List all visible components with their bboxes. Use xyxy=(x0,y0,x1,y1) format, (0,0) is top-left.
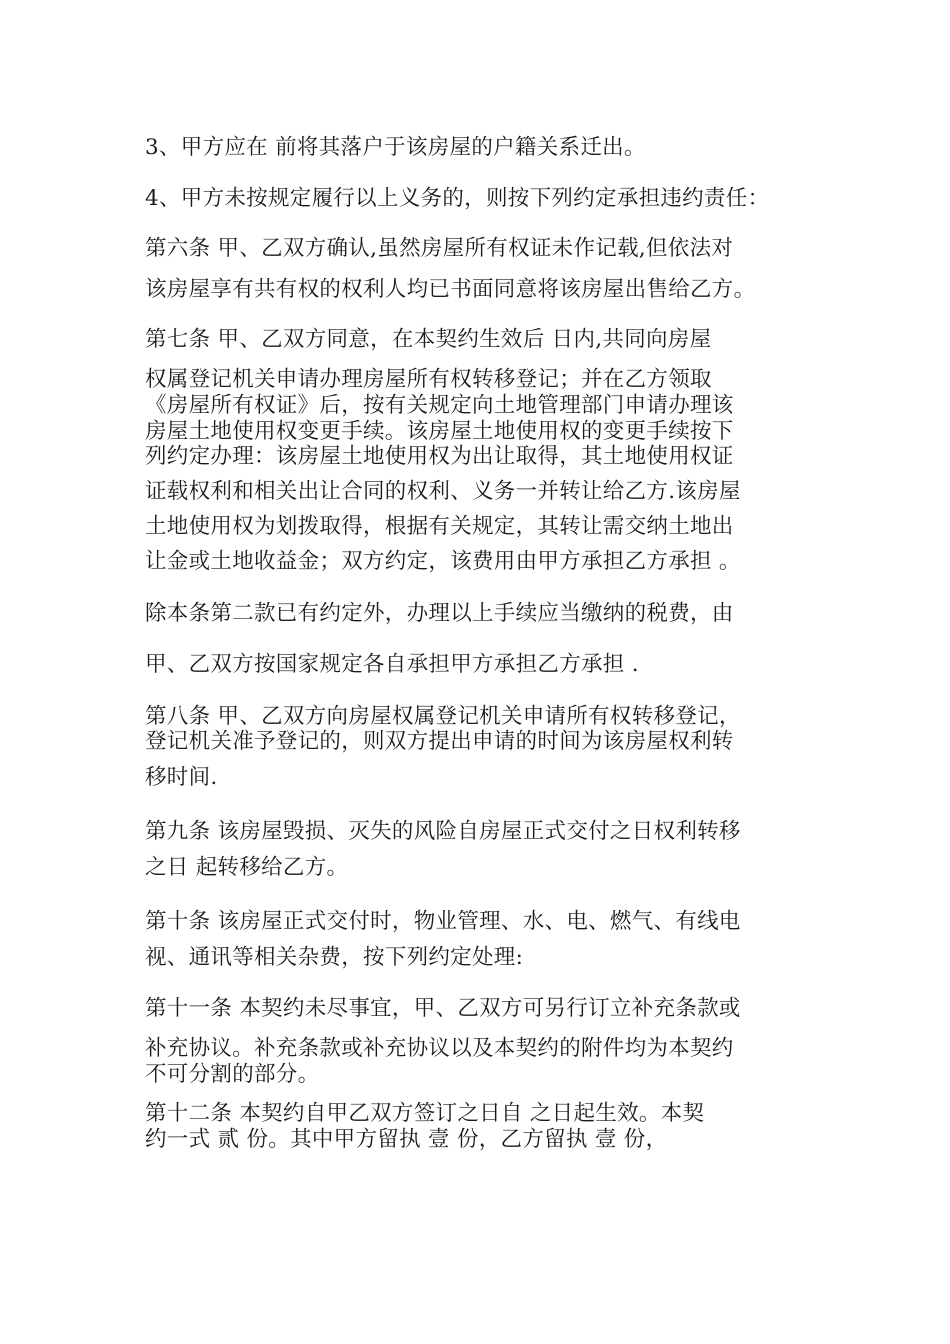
text-line-17: 移时间. xyxy=(145,765,218,790)
text-line-4: 该房屋享有共有权的权利人均已书面同意将该房屋出售给乙方。 xyxy=(145,277,756,302)
text-line-19: 之日 起转移给乙方。 xyxy=(145,855,349,880)
text-line-5: 第七条 甲、乙双方同意，在本契约生效后 日内,共同向房屋 xyxy=(145,327,712,352)
text-line-11: 土地使用权为划拨取得，根据有关规定，其转让需交纳土地出 xyxy=(145,514,734,539)
text-line-21: 视、通讯等相关杂费，按下列约定处理: xyxy=(145,945,524,970)
text-line-18: 第九条 该房屋毁损、灭失的风险自房屋正式交付之日权利转移 xyxy=(145,819,741,844)
text-line-20: 第十条 该房屋正式交付时，物业管理、水、电、燃气、有线电 xyxy=(145,909,741,934)
text-line-7: 《房屋所有权证》后，按有关规定向土地管理部门申请办理该 xyxy=(145,393,734,418)
text-line-25: 第十二条 本契约自甲乙双方签订之日自 之日起生效。本契 xyxy=(145,1101,705,1126)
text-line-6: 权属登记机关申请办理房屋所有权转移登记；并在乙方领取 xyxy=(145,367,712,392)
text-line-16: 登记机关准予登记的，则双方提出申请的时间为该房屋权利转 xyxy=(145,729,734,754)
text-line-3: 第六条 甲、乙双方确认,虽然房屋所有权证未作记载,但依法对 xyxy=(145,236,734,261)
text-line-15: 第八条 甲、乙双方向房屋权属登记机关申请所有权转移登记， xyxy=(145,704,741,729)
text-line-2: 4、甲方未按规定履行以上义务的，则按下列约定承担违约责任： xyxy=(145,186,770,211)
text-line-13: 除本条第二款已有约定外，办理以上手续应当缴纳的税费，由 xyxy=(145,601,734,626)
text-line-22: 第十一条 本契约未尽事宜，甲、乙双方可另行订立补充条款或 xyxy=(145,996,741,1021)
text-line-12: 让金或土地收益金；双方约定，该费用由甲方承担乙方承担 。 xyxy=(145,549,741,574)
text-line-10: 证载权利和相关出让合同的权利、义务一并转让给乙方.该房屋 xyxy=(145,479,741,504)
text-line-26: 约一式 贰 份。其中甲方留执 壹 份，乙方留执 壹 份， xyxy=(145,1127,668,1152)
text-line-23: 补充协议。补充条款或补充协议以及本契约的附件均为本契约 xyxy=(145,1036,734,1061)
text-line-9: 列约定办理：该房屋土地使用权为出让取得，其土地使用权证 xyxy=(145,444,734,469)
text-line-1: 3、甲方应在 前将其落户于该房屋的户籍关系迁出。 xyxy=(145,135,646,160)
text-line-14: 甲、乙双方按国家规定各自承担甲方承担乙方承担 . xyxy=(145,652,639,677)
text-line-8: 房屋土地使用权变更手续。该房屋土地使用权的变更手续按下 xyxy=(145,419,734,444)
text-line-24: 不可分割的部分。 xyxy=(145,1062,320,1087)
